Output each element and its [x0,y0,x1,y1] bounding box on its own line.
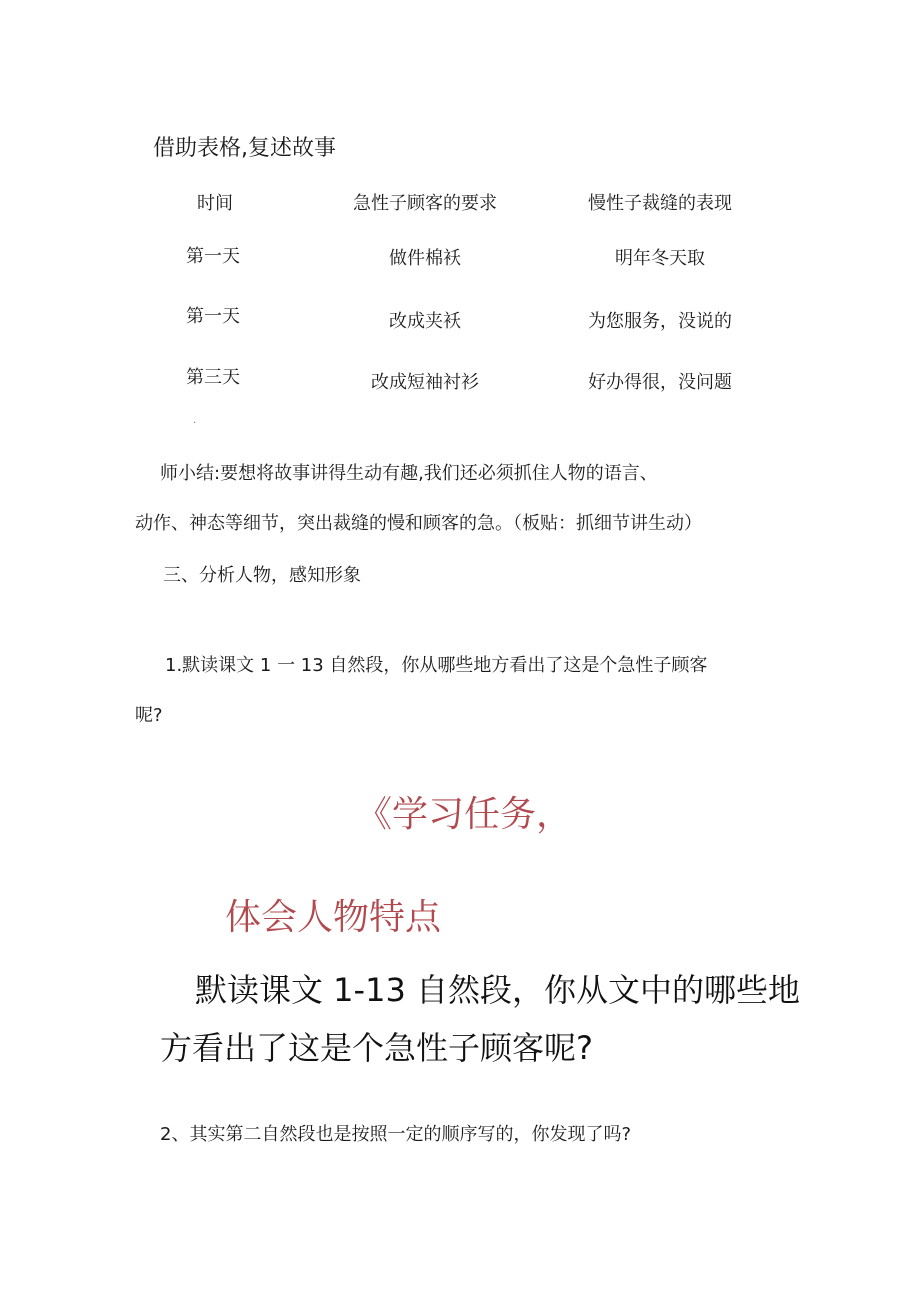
table-cell-response: 为您服务，没说的 [588,311,732,332]
question-1-line-1: 1.默读课文 1 一 13 自然段，你从哪些地方看出了这是个急性子顾客 [165,655,708,676]
table-cell-response: 明年冬天取 [615,248,705,269]
table-cell-request: 改成夹袄 [389,311,461,332]
table-header-tailor-response: 慢性子裁缝的表现 [588,193,732,214]
learning-task-body-line-2: 方看出了这是个急性子顾客呢? [160,1029,593,1067]
question-1-line-2: 呢? [135,705,163,726]
table-cell-day: 第一天 [186,246,240,267]
table-header-time: 时间 [197,193,233,214]
section-heading: 借助表格,复述故事 [153,136,336,161]
table-cell-request: 做件棉袄 [389,248,461,269]
table-cell-day: 第一天 [186,306,240,327]
table-cell-response: 好办得很，没问题 [588,372,732,393]
learning-task-body-line-1: 默读课文 1-13 自然段，你从文中的哪些地 [195,971,800,1009]
table-cell-request: 改成短袖衬衫 [371,372,479,393]
teacher-summary-line-1: 师小结:要想将故事讲得生动有趣,我们还必须抓住人物的语言、 [160,463,658,484]
section-three-heading: 三、分析人物，感知形象 [163,565,361,586]
teacher-summary-line-2: 动作、神态等细节，突出裁缝的慢和顾客的急。（板贴：抓细节讲生动） [135,513,702,534]
table-cell-day: 第三天 [186,367,240,388]
question-2: 2、其实第二自然段也是按照一定的顺序写的，你发现了吗? [160,1124,632,1145]
scan-mark: · [193,418,197,429]
learning-task-subtitle: 体会人物特点 [225,897,442,938]
table-header-customer-request: 急性子顾客的要求 [353,193,497,214]
learning-task-title: 《学习任务， [356,794,573,835]
